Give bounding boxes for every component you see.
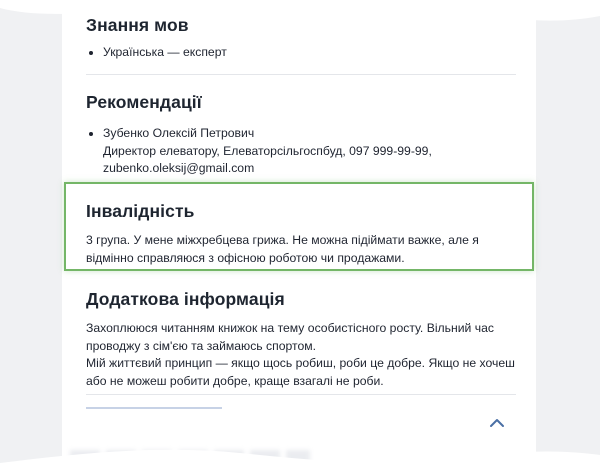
additional-section <box>86 289 522 390</box>
languages-list <box>86 44 516 62</box>
recommendations-list <box>86 125 516 178</box>
recommender-email: zubenko.oleksij@gmail.com <box>103 161 255 175</box>
additional-text-2: Мій життєвий принцип — якщо щось робиш, роби це добре. Якщо не хочеш або не можеш робити добре, краще взагалі не роби. <box>86 356 515 388</box>
additional-title: Додаткова інформація <box>86 289 285 309</box>
disability-text: 3 група. У мене міжхребцева грижа. Не можна підіймати важке, але я відмінно справляюся з офісною роботою чи продажами. <box>86 233 479 265</box>
languages-title: Знання мов <box>86 15 189 35</box>
chevron-up-icon[interactable] <box>489 417 505 429</box>
wave-bottom-edge <box>0 435 600 475</box>
recommender-position: Директор елеватору, Елеваторсільгоспбуд, 097 999-99-99, <box>103 143 432 158</box>
recommendations-section <box>86 92 516 178</box>
recommendation-item <box>103 125 516 178</box>
disability-title: Інвалідність <box>86 201 195 221</box>
faded-action-button[interactable] <box>86 407 222 423</box>
right-margin <box>536 0 600 471</box>
language-item: • Українська — експерт <box>103 44 516 62</box>
wave-top-edge <box>0 0 600 34</box>
disability-section <box>86 201 522 267</box>
divider <box>86 74 516 75</box>
recommender-name: • Зубенко Олексій Петрович <box>103 126 255 140</box>
divider <box>86 394 516 395</box>
additional-text-1: Захоплююся читанням книжок на тему особистісного росту. Вільний час проводжу з сім'єю та займаюсь спортом. <box>86 321 494 353</box>
recommendations-title: Рекомендації <box>86 92 202 112</box>
left-margin <box>0 0 62 471</box>
